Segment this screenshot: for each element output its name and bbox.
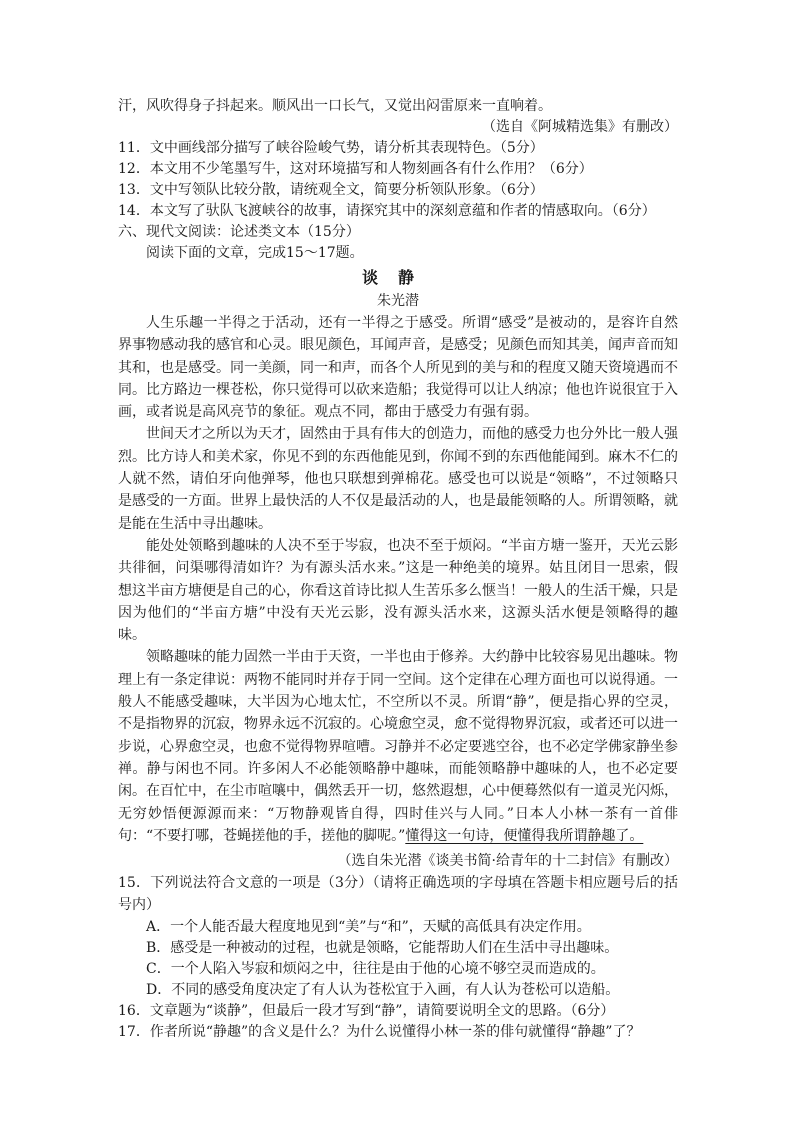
underlined-sentence: 懂得这一句诗，便懂得我所谓静趣了。: [405, 827, 644, 844]
option-c: C．一个人陷入岑寂和烦闷之中，往往是由于他的心境不够空灵而造成的。: [146, 960, 605, 977]
reading-instruction: 阅读下面的文章，完成15～17题。: [146, 245, 364, 261]
question-11: 11．文中画线部分描写了峡谷险峻气势，请分析其表现特色。（5分）: [118, 140, 544, 156]
option-b: B．感受是一种被动的过程，也就是领略，它能帮助人们在生活中寻出趣味。: [146, 939, 619, 956]
question-17: 17．作者所说“静趣”的含义是什么？为什么说懂得小林一茶的俳句就懂得“静趣”了？: [118, 1023, 641, 1040]
paragraph-4-text: 领略趣味的能力固然一半由于天资，一半也由于修养。大约静中比较容易见出趣味。物理上有一条定律说：两物不能同时并存于同一空间。这个定律在心理方面也可以说得通。一般人不能感受趣味，大半因为心地太忙，不空所以不灵。所谓“静”，便是指心界的空灵，不是指物界的沉寂，物界永远不沉寂的。心境愈空灵，愈不觉得物界沉寂，或者还可以进一步说，心界愈空灵，也愈不觉得物界喧嘈。习静并不必定要逃空谷，也不必定学佛家静坐参禅。静与闲也不同。许多闲人不必能领略静中趣味，而能领略静中趣味的人，也不必定要闲。在百忙中，在尘市喧嚷中，偶然丢开一切，悠然遐想，心中便蓦然似有一道灵光闪烁，无穷妙悟便源源而来：“万物静观皆自得，四时佳兴与人同。”日本人小林一茶有一首俳句：“不要打哪，苍蝇搓他的手，搓他的脚呢。”: [118, 649, 678, 844]
essay-paragraph-4: [118, 646, 678, 847]
source-citation-2: （选自朱光潜《谈美书简·给青年的十二封信》有删改）: [337, 853, 678, 870]
question-16: 16．文章题为“谈静”，但最后一段才写到“静”，请简要说明全文的思路。（6分）: [118, 1002, 615, 1019]
essay-paragraph-3: 能处处领略到趣味的人决不至于岑寂，也决不至于烦闷。“半亩方塘一鉴开，天光云影共徘徊，问渠哪得清如许？为有源头活水来。”这是一种绝美的境界。姑且闭目一思索，假想这半亩方塘便是自己的心，你看这首诗比拟人生苦乐多么惬当！一般人的生活干燥，只是因为他们的“半亩方塘”中没有天光云影，没有源头活水来，这源头活水便是领略得的趣味。: [118, 537, 678, 644]
question-15: 15．下列说法符合文意的一项是（3分）（请将正确选项的字母填在答题卡相应题号后的括号内）: [118, 875, 678, 914]
question-14: 14．本文写了驮队飞渡峡谷的故事，请探究其中的深刻意蕴和作者的情感取向。（6分）: [118, 203, 656, 219]
question-13: 13．文中写领队比较分散，请统观全文，简要分析领队形象。（6分）: [118, 182, 544, 198]
essay-title: 谈静: [361, 268, 434, 287]
essay-paragraph-2: 世间天才之所以为天才，固然由于具有伟大的创造力，而他的感受力也分外比一般人强烈。比方诗人和美术家，你见不到的东西他能见到，你闻不到的东西他能闻到。麻木不仁的人就不然，请伯牙向他弹琴，他也只联想到弹棉花。感受也可以说是“领略”，不过领略只是感受的一方面。世界上最快活的人不仅是最活动的人，也是最能领略的人。所谓领略，就是能在生活中寻出趣味。: [118, 426, 678, 532]
essay-paragraph-1: 人生乐趣一半得之于活动，还有一半得之于感受。所谓“感受”是被动的，是容许自然界事物感动我的感官和心灵。眼见颜色，耳闻声音，是感受；见颜色而知其美，闻声音而知其和，也是感受。同一美颜，同一和声，而各个人所见到的美与和的程度又随天资境遇而不同。比方路边一棵苍松，你只觉得可以砍来造船；我觉得可以让人纳凉；他也许说很宜于入画，或者说是高风亮节的象征。观点不同，都由于感受力有强有弱。: [118, 315, 678, 421]
option-d: D．不同的感受角度决定了有人认为苍松宜于入画，有人认为苍松可以造船。: [146, 981, 620, 998]
question-12: 12．本文用不少笔墨写牛，这对环境描写和人物刻画各有什么作用？（6分）: [118, 161, 593, 177]
source-citation: （选自《阿城精选集》有删改）: [482, 119, 678, 135]
essay-author: 朱光潜: [377, 293, 419, 309]
continued-text: 汗，风吹得身子抖起来。顺风出一口长气，又觉出闷雷原来一直响着。: [118, 98, 552, 114]
section-heading: 六、现代文阅读：论述类文本（15分）: [118, 224, 360, 240]
exam-page: [118, 96, 678, 1043]
option-a: A．一个人能否最大程度地见到“美”与“和”，天赋的高低具有决定作用。: [146, 918, 591, 935]
